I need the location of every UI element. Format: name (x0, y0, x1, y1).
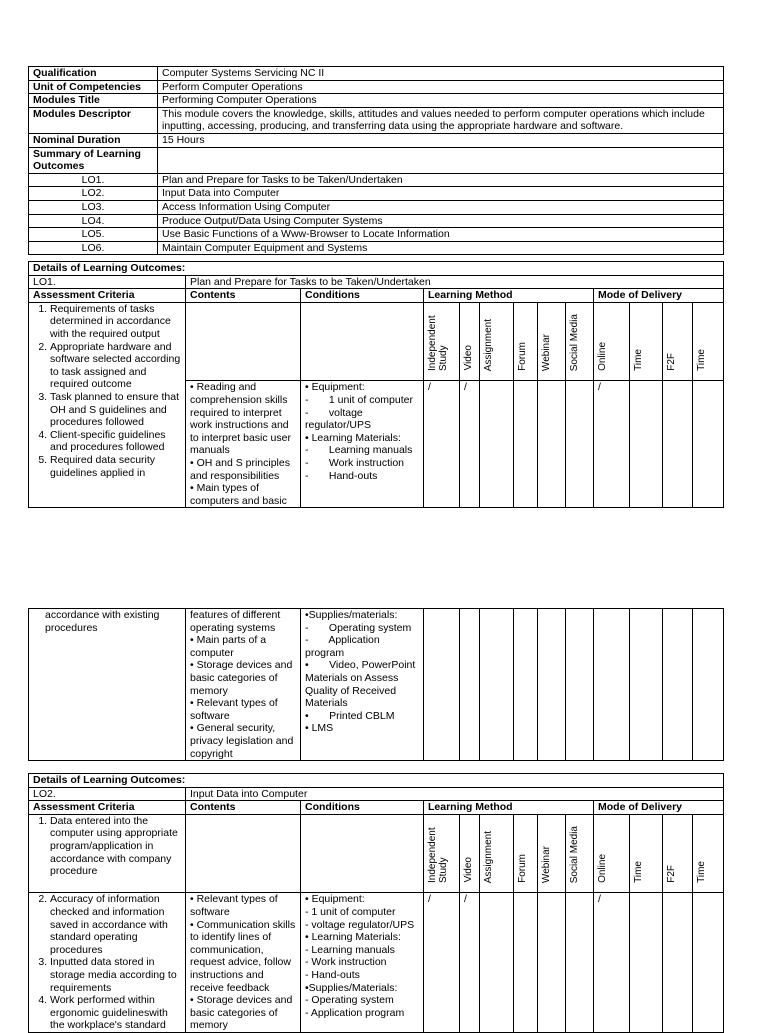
mode-time: Time (696, 348, 707, 371)
method-social-media: Social Media (569, 825, 580, 883)
method-independent-study: Independent Study (427, 827, 449, 883)
lo2-details-table (28, 773, 724, 1033)
conditions-header: Conditions (301, 289, 424, 303)
mark-independent-study: / (424, 381, 460, 508)
criteria-item: 4. Work performed within ergonomic guidelineswith the workplace's standard (50, 994, 181, 1032)
method-assignment: Assignment (483, 318, 494, 371)
outcome-row: LO4. Produce Output/Data Using Computer Systems (29, 214, 724, 228)
mode-time: Time (633, 860, 644, 883)
lo-code: LO1. (29, 275, 186, 289)
contents-header: Contents (186, 289, 301, 303)
mode-online: Online (597, 853, 608, 883)
summary-row-duration: Nominal Duration 15 Hours (29, 133, 724, 147)
mode-of-delivery-header: Mode of Delivery (594, 289, 724, 303)
outcome-row: LO2. Input Data into Computer (29, 187, 724, 201)
lo1-conditions-continued: •Supplies/materials: - Operating system - Application program • Video, PowerPoint Materials on Assess Quality of Received Materials • Printed CBLM • LMS (301, 609, 424, 761)
criteria-item: 5. Required data security guidelines applied in (50, 454, 181, 479)
summary-row-module-title: Modules Title Performing Computer Operations (29, 94, 724, 108)
criteria-continued: accordance with existing procedures (29, 609, 186, 761)
summary-row-unit: Unit of Competencies Perform Computer Operations (29, 80, 724, 94)
method-video: Video (463, 345, 474, 371)
lo1-criteria-cell (29, 302, 186, 508)
learning-method-header: Learning Method (424, 801, 594, 815)
assessment-criteria-header: Assessment Criteria (29, 801, 186, 815)
summary-row-qualification: Qualification Computer Systems Servicing NC II (29, 67, 724, 81)
method-independent-study: Independent Study (427, 315, 449, 371)
lo2-contents-cell: • Relevant types of software • Communication skills to identify lines of communication, request advice, follow instructions and receive feedback • Storage devices and basic categories of memory (186, 893, 301, 1033)
assessment-criteria-header: Assessment Criteria (29, 289, 186, 303)
method-social-media: Social Media (569, 313, 580, 371)
method-webinar: Webinar (541, 845, 552, 883)
details-heading: Details of Learning Outcomes: (29, 774, 724, 788)
method-forum: Forum (517, 853, 528, 883)
learning-method-header: Learning Method (424, 289, 594, 303)
lo2-conditions-cell: • Equipment: - 1 unit of computer - voltage regulator/UPS • Learning Materials: - Learning manuals - Work instruction - Hand-outs •Supplies/Materials: - Operating system - Application program (301, 893, 424, 1033)
lo2-criteria-cell (29, 893, 186, 1033)
method-assignment: Assignment (483, 830, 494, 883)
lo1-details-table (28, 261, 724, 508)
criteria-item: 1. Requirements of tasks determined in accordance with the required output (50, 303, 181, 341)
module-summary-table (28, 66, 724, 255)
method-forum: Forum (517, 341, 528, 371)
mode-online: Online (597, 341, 608, 371)
mark-independent-study: / (424, 893, 460, 1033)
lo1-contents-cell: • Reading and comprehension skills required to interpret work instructions and to interpret basic user manuals • OH and S principles and responsibilities • Main types of computers and basic (186, 381, 301, 508)
lo1-contents-continued: features of different operating systems • Main parts of a computer • Storage devices and basic categories of memory • Relevant types of software • General security, privacy legislation and copyright (186, 609, 301, 761)
outcome-row: LO1. Plan and Prepare for Tasks to be Taken/Undertaken (29, 173, 724, 187)
criteria-item: 4. Client-specific guidelines and procedures followed (50, 429, 181, 454)
lo2-criteria-cell-top (29, 814, 186, 893)
mode-f2f: F2F (666, 353, 677, 371)
outcome-row: LO6. Maintain Computer Equipment and Systems (29, 241, 724, 255)
mark-online: / (594, 381, 630, 508)
mark-video: / (460, 893, 480, 1033)
criteria-item: 2. Appropriate hardware and software selected according to task assigned and required outcome (50, 341, 181, 391)
lo-title: Input Data into Computer (186, 787, 724, 801)
lo-title: Plan and Prepare for Tasks to be Taken/Undertaken (186, 275, 724, 289)
mode-time: Time (696, 860, 707, 883)
lo1-continued-table (28, 608, 724, 761)
mode-of-delivery-header: Mode of Delivery (594, 801, 724, 815)
mode-time: Time (633, 348, 644, 371)
summary-row-learning-outcomes: Summary of Learning Outcomes (29, 147, 724, 173)
summary-row-descriptor: Modules Descriptor This module covers the knowledge, skills, attitudes and values needed to perform computer operations which include inputting, accessing, producing, and transferring data using the appropriate hardware and software. (29, 107, 724, 133)
method-video: Video (463, 857, 474, 883)
criteria-item: 1. Data entered into the computer using appropriate program/application in accordance with company procedure (50, 815, 181, 878)
criteria-item: 2. Accuracy of information checked and information saved in accordance with standard operating procedures (50, 893, 181, 956)
method-webinar: Webinar (541, 333, 552, 371)
criteria-item: 3. Inputted data stored in storage media according to requirements (50, 956, 181, 994)
details-heading: Details of Learning Outcomes: (29, 262, 724, 276)
conditions-header: Conditions (301, 801, 424, 815)
mark-video: / (460, 381, 480, 508)
mode-f2f: F2F (666, 865, 677, 883)
lo-code: LO2. (29, 787, 186, 801)
outcome-row: LO5. Use Basic Functions of a Www-Browser to Locate Information (29, 228, 724, 242)
criteria-item: 3. Task planned to ensure that OH and S guidelines and procedures followed (50, 391, 181, 429)
lo1-conditions-cell: • Equipment: - 1 unit of computer - voltage regulator/UPS • Learning Materials: - Learning manuals - Work instruction - Hand-outs (301, 381, 424, 508)
contents-header: Contents (186, 801, 301, 815)
outcome-row: LO3. Access Information Using Computer (29, 200, 724, 214)
mark-online: / (594, 893, 630, 1033)
